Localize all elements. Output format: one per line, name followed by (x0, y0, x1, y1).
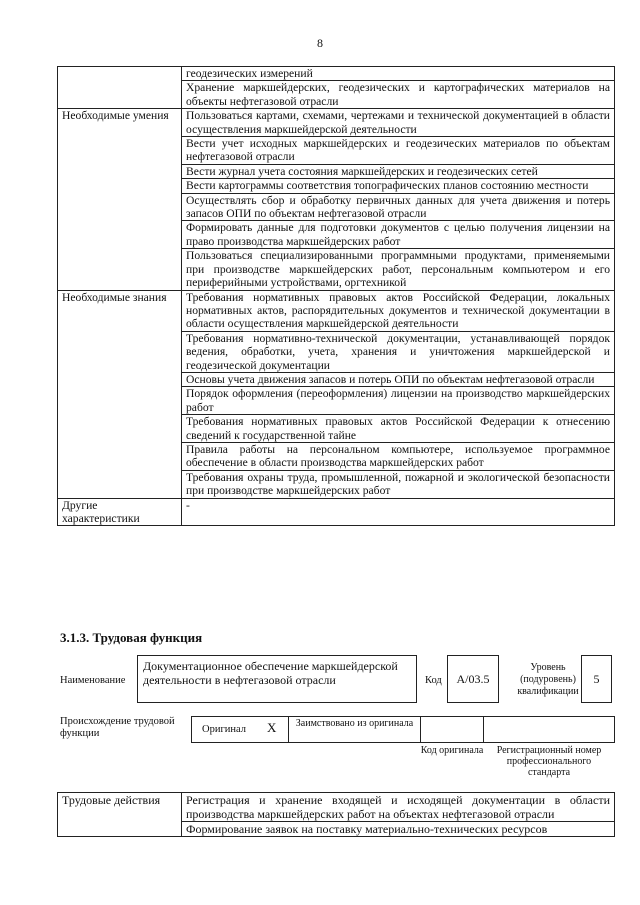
name-label: Наименование (60, 675, 126, 686)
row-group-label: Другие характеристики (58, 498, 182, 526)
row-item-text: Требования нормативных правовых актов Российской Федерации к отнесению сведений к государственной тайне (182, 415, 615, 443)
origin-label: Происхождение трудовой функции (60, 716, 175, 739)
row-item-text: Требования охраны труда, промышленной, пожарной и экологической безопасности при производстве маркшейдерских работ (182, 470, 615, 498)
borrowed-label: Заимствовано из оригинала (295, 718, 414, 729)
table-row (58, 290, 615, 331)
row-item-text: Требования нормативно-технической документации, устанавливающей порядок ведения, обработки, учета, хранения и уничтожения маркшейдерской и геодезической документации (182, 331, 615, 372)
row-item-text: Основы учета движения запасов и потерь ОПИ по объектам нефтегазовой отрасли (182, 372, 615, 386)
row-item-text: Формирование заявок на поставку материально-технических ресурсов (182, 822, 615, 837)
reg-number-caption: Регистрационный номер профессионального стандарта (496, 745, 602, 778)
reg-number-cell (483, 716, 615, 743)
row-group-label: Необходимые знания (58, 290, 182, 498)
table-row (58, 793, 615, 822)
function-code-cell (447, 655, 499, 703)
code-original-caption: Код оригинала (420, 745, 484, 756)
row-item-text: - (182, 498, 615, 526)
row-group-label: Необходимые умения (58, 109, 182, 290)
labor-actions-table (57, 792, 615, 837)
table-row (58, 67, 615, 81)
original-cell (191, 716, 289, 743)
row-item-text: Пользоваться картами, схемами, чертежами и технической документацией в области осуществления маркшейдерской деятельности (182, 109, 615, 137)
function-name-cell (137, 655, 417, 703)
row-item-text: Вести учет исходных маркшейдерских и геодезических материалов по объектам нефтегазовой отрасли (182, 137, 615, 165)
function-name: Документационное обеспечение маркшейдерской деятельности в нефтегазовой отрасли (143, 659, 398, 687)
function-code: А/03.5 (456, 671, 490, 686)
original-mark: X (267, 720, 277, 735)
section-heading: 3.1.3. Трудовая функция (60, 630, 203, 645)
table-row (58, 498, 615, 526)
row-item-text: Вести картограммы соответствия топографических планов состоянию местности (182, 179, 615, 193)
row-item-text: Хранение маркшейдерских, геодезических и картографических материалов на объекты нефтегазовой отрасли (182, 81, 615, 109)
level-cell (581, 655, 612, 703)
row-item-text: Вести журнал учета состояния маркшейдерских и геодезических сетей (182, 164, 615, 178)
row-group-label (58, 67, 182, 109)
code-label: Код (425, 675, 442, 686)
row-item-text: Пользоваться специализированными программными продуктами, применяемыми при производстве маркшейдерских работ, персональным компьютером и его периферийными устройствами, оргтехникой (182, 249, 615, 290)
row-item-text: Требования нормативных правовых актов Российской Федерации, локальных нормативных актов, распорядительных документов и технической документации в области осуществления маркшейдерской деятельности (182, 290, 615, 331)
requirements-table (57, 66, 615, 526)
row-item-text: Формировать данные для подготовки документов с целью получения лицензии на право производства маркшейдерских работ (182, 221, 615, 249)
original-label: Оригинал (202, 724, 246, 735)
level-label: Уровень (подуровень) квалификации (517, 662, 579, 697)
row-item-text: Правила работы на персональном компьютере, используемое программное обеспечение в области производства маркшейдерских работ (182, 442, 615, 470)
row-item-text: Регистрация и хранение входящей и исходящей документации в области производства маркшейдерских работ на объектах нефтегазовой отрасли (182, 793, 615, 822)
row-item-text: Порядок оформления (переоформления) лицензии на производство маркшейдерских работ (182, 387, 615, 415)
level-value: 5 (593, 671, 600, 686)
row-item-text: геодезических измерений (182, 67, 615, 81)
table-row (58, 109, 615, 137)
row-item-text: Осуществлять сбор и обработку первичных данных для учета движения и потерь запасов ОПИ по объектам нефтегазовой отрасли (182, 193, 615, 221)
code-original-cell (420, 716, 484, 743)
page-number: 8 (317, 36, 323, 50)
row-group-label: Трудовые действия (58, 793, 182, 837)
borrowed-cell (288, 716, 421, 743)
